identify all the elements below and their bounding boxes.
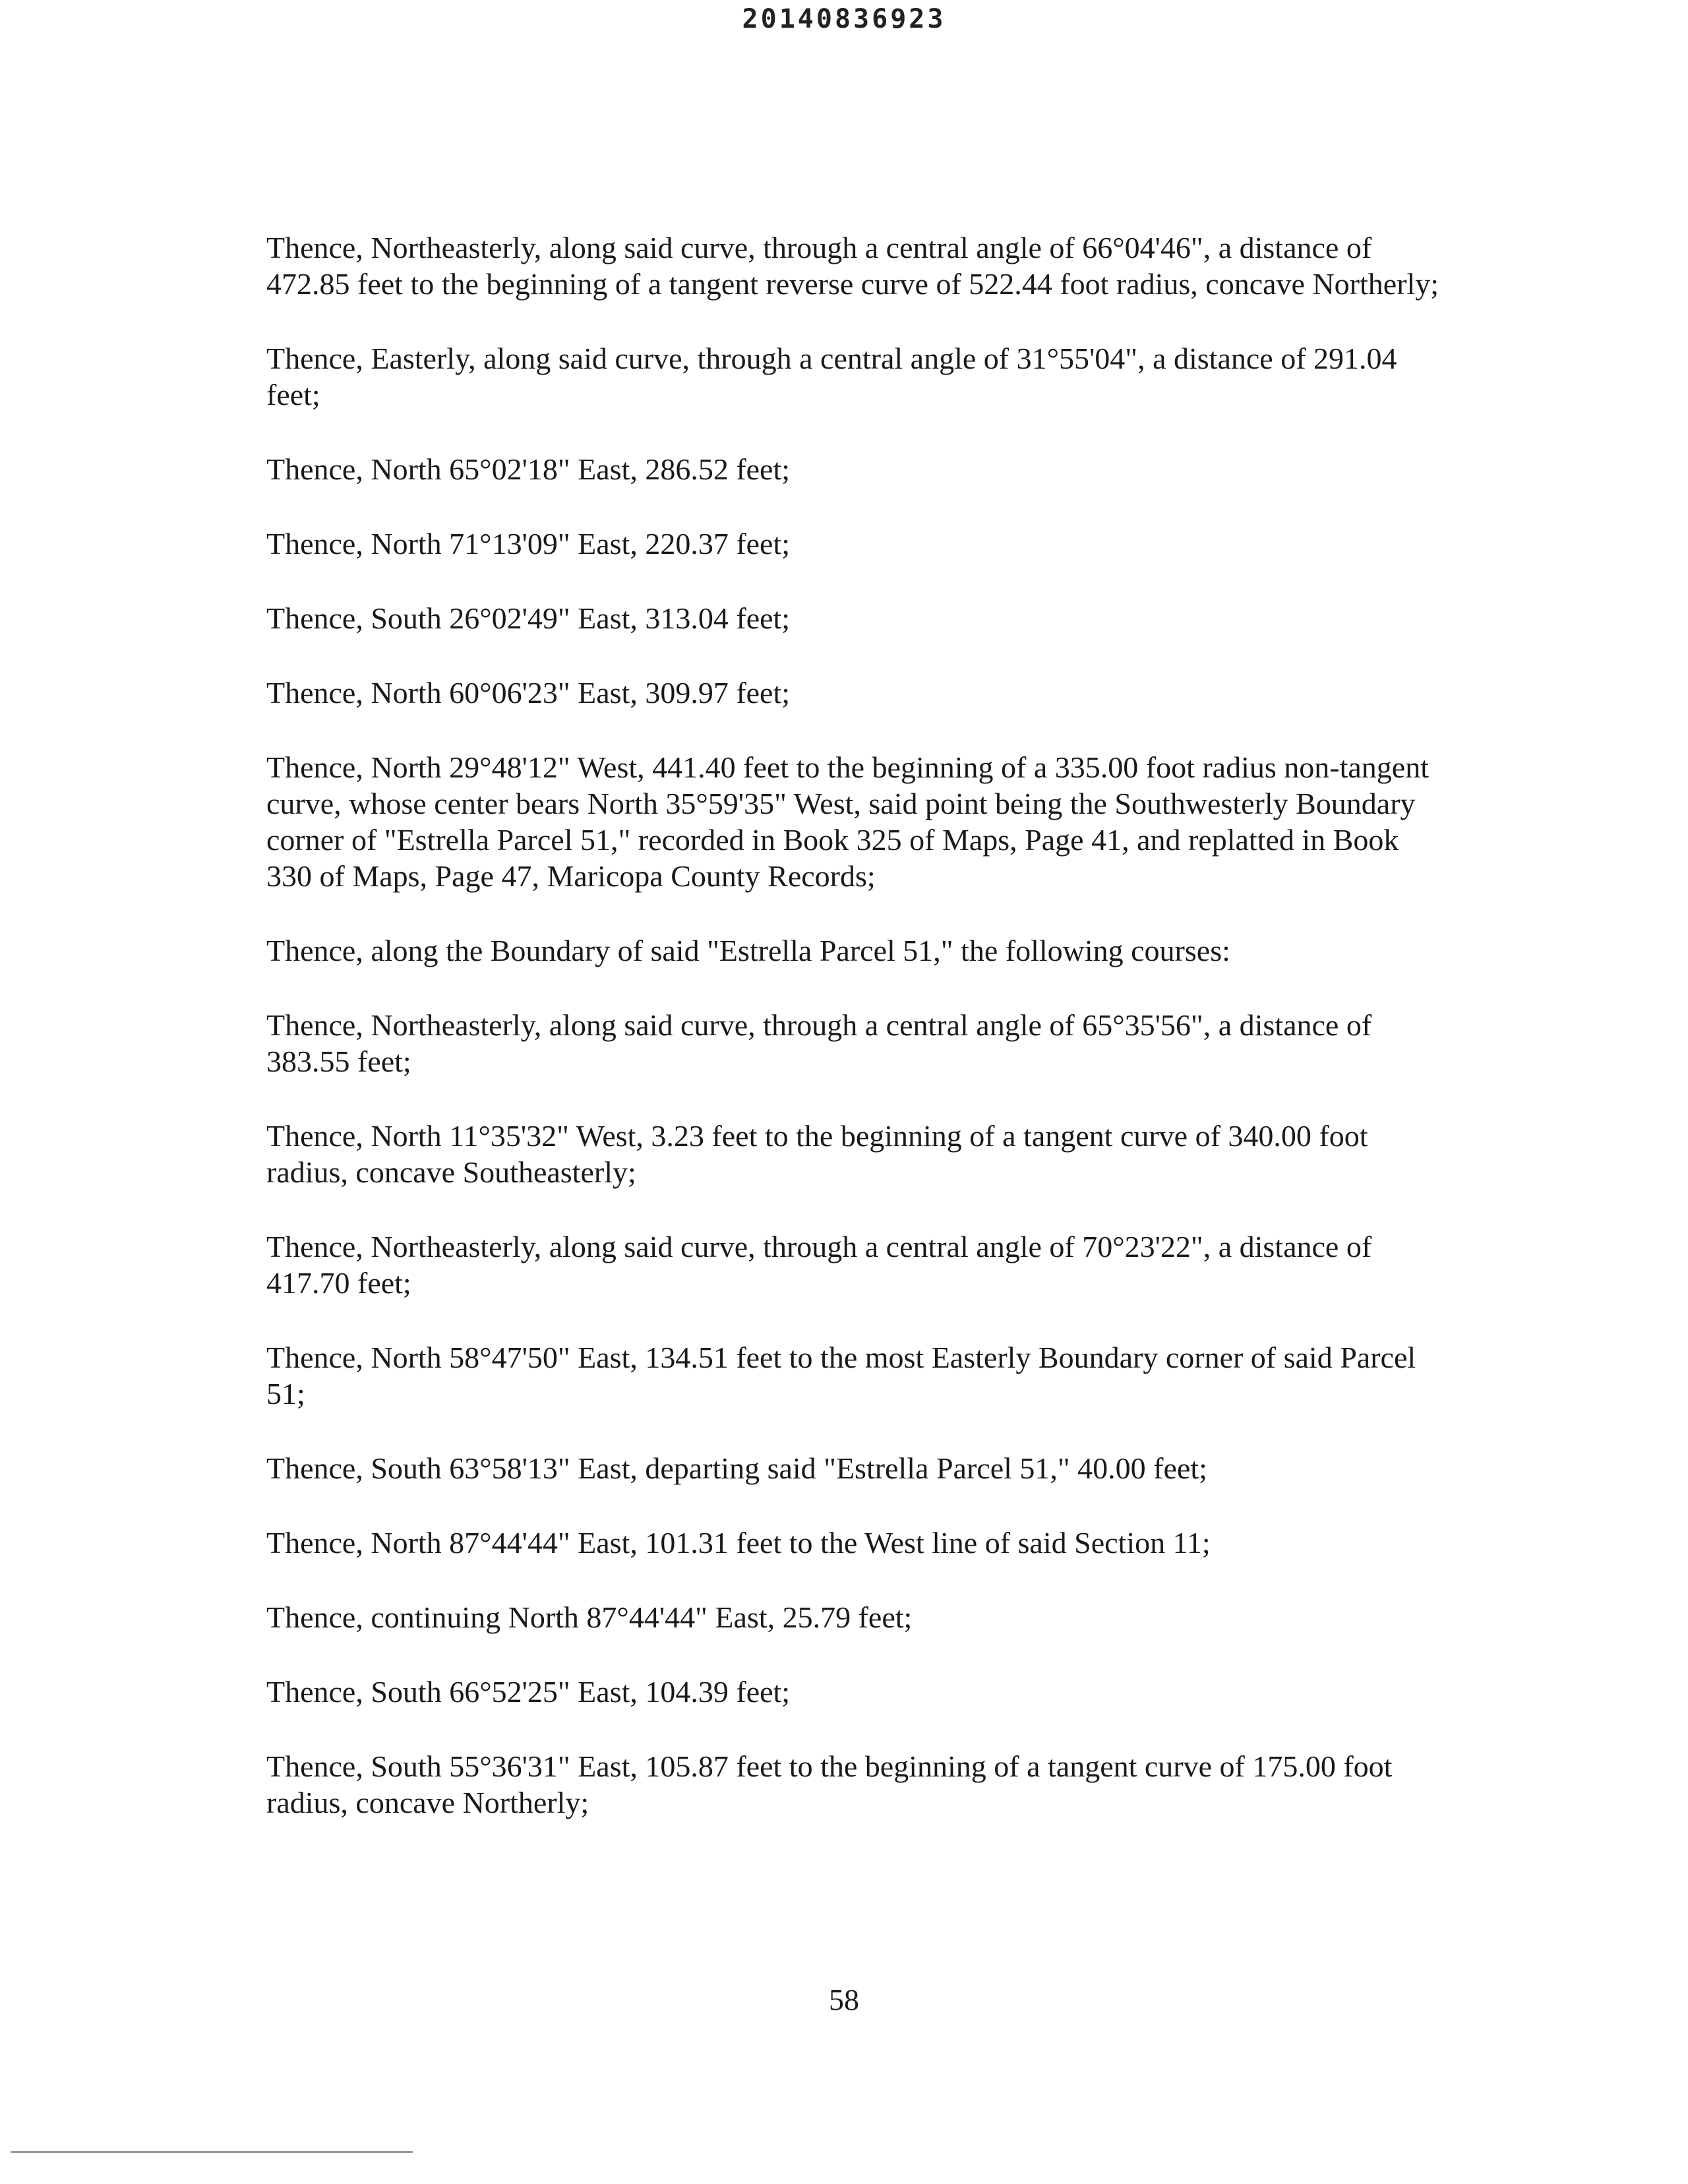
paragraph-course: Thence, North 87°44'44" East, 101.31 feet to the West line of said Section 11; — [266, 1526, 1211, 1560]
legal-description-body — [266, 229, 1447, 1859]
paragraph-course: Thence, North 58°47'50" East, 134.51 feet to the most Easterly Boundary corner of said Parcel 51; — [266, 1341, 1416, 1410]
paragraph-course: Thence, continuing North 87°44'44" East, 25.79 feet; — [266, 1600, 913, 1634]
paragraph-course: Thence, Northeasterly, along said curve, through a central angle of 66°04'46", a distance of 472.85 feet to the beginning of a tangent reverse curve of 522.44 foot radius, concave Northerly; — [266, 231, 1439, 301]
paragraph-course: Thence, North 65°02'18" East, 286.52 feet; — [266, 452, 791, 486]
paragraph-course: Thence, South 26°02'49" East, 313.04 feet; — [266, 601, 791, 635]
paragraph-course: Thence, along the Boundary of said "Estrella Parcel 51," the following courses: — [266, 934, 1230, 967]
paragraph-course: Thence, North 29°48'12" West, 441.40 feet to the beginning of a 335.00 foot radius non-tangent curve, whose center bears North 35°59'35" West, said point being the Southwesterly Boundary corner of "Estrella Parcel 51," recorded in Book 325 of Maps, Page 41, and replatted in Book 330 of Maps, Page 47, Maricopa County Records; — [266, 750, 1429, 893]
paragraph-course: Thence, South 66°52'25" East, 104.39 feet; — [266, 1675, 791, 1709]
document-number: 20140836923 — [742, 4, 946, 34]
paragraph-course: Thence, South 63°58'13" East, departing said "Estrella Parcel 51," 40.00 feet; — [266, 1451, 1207, 1485]
paragraph-course: Thence, South 55°36'31" East, 105.87 feet to the beginning of a tangent curve of 175.00 foot radius, concave Northerly; — [266, 1749, 1393, 1819]
paragraph-course: Thence, Northeasterly, along said curve, through a central angle of 70°23'22", a distance of 417.70 feet; — [266, 1230, 1372, 1300]
paragraph-course: Thence, Northeasterly, along said curve, through a central angle of 65°35'56", a distance of 383.55 feet; — [266, 1008, 1372, 1078]
paragraph-course: Thence, North 60°06'23" East, 309.97 feet; — [266, 676, 791, 710]
footer-divider — [11, 2151, 413, 2153]
paragraph-course: Thence, North 71°13'09" East, 220.37 feet; — [266, 527, 791, 561]
paragraph-course: Thence, Easterly, along said curve, through a central angle of 31°55'04", a distance of 291.04 feet; — [266, 342, 1397, 411]
paragraph-course: Thence, North 11°35'32" West, 3.23 feet to the beginning of a tangent curve of 340.00 foot radius, concave Southeasterly; — [266, 1119, 1368, 1189]
page-number: 58 — [829, 1983, 859, 2017]
